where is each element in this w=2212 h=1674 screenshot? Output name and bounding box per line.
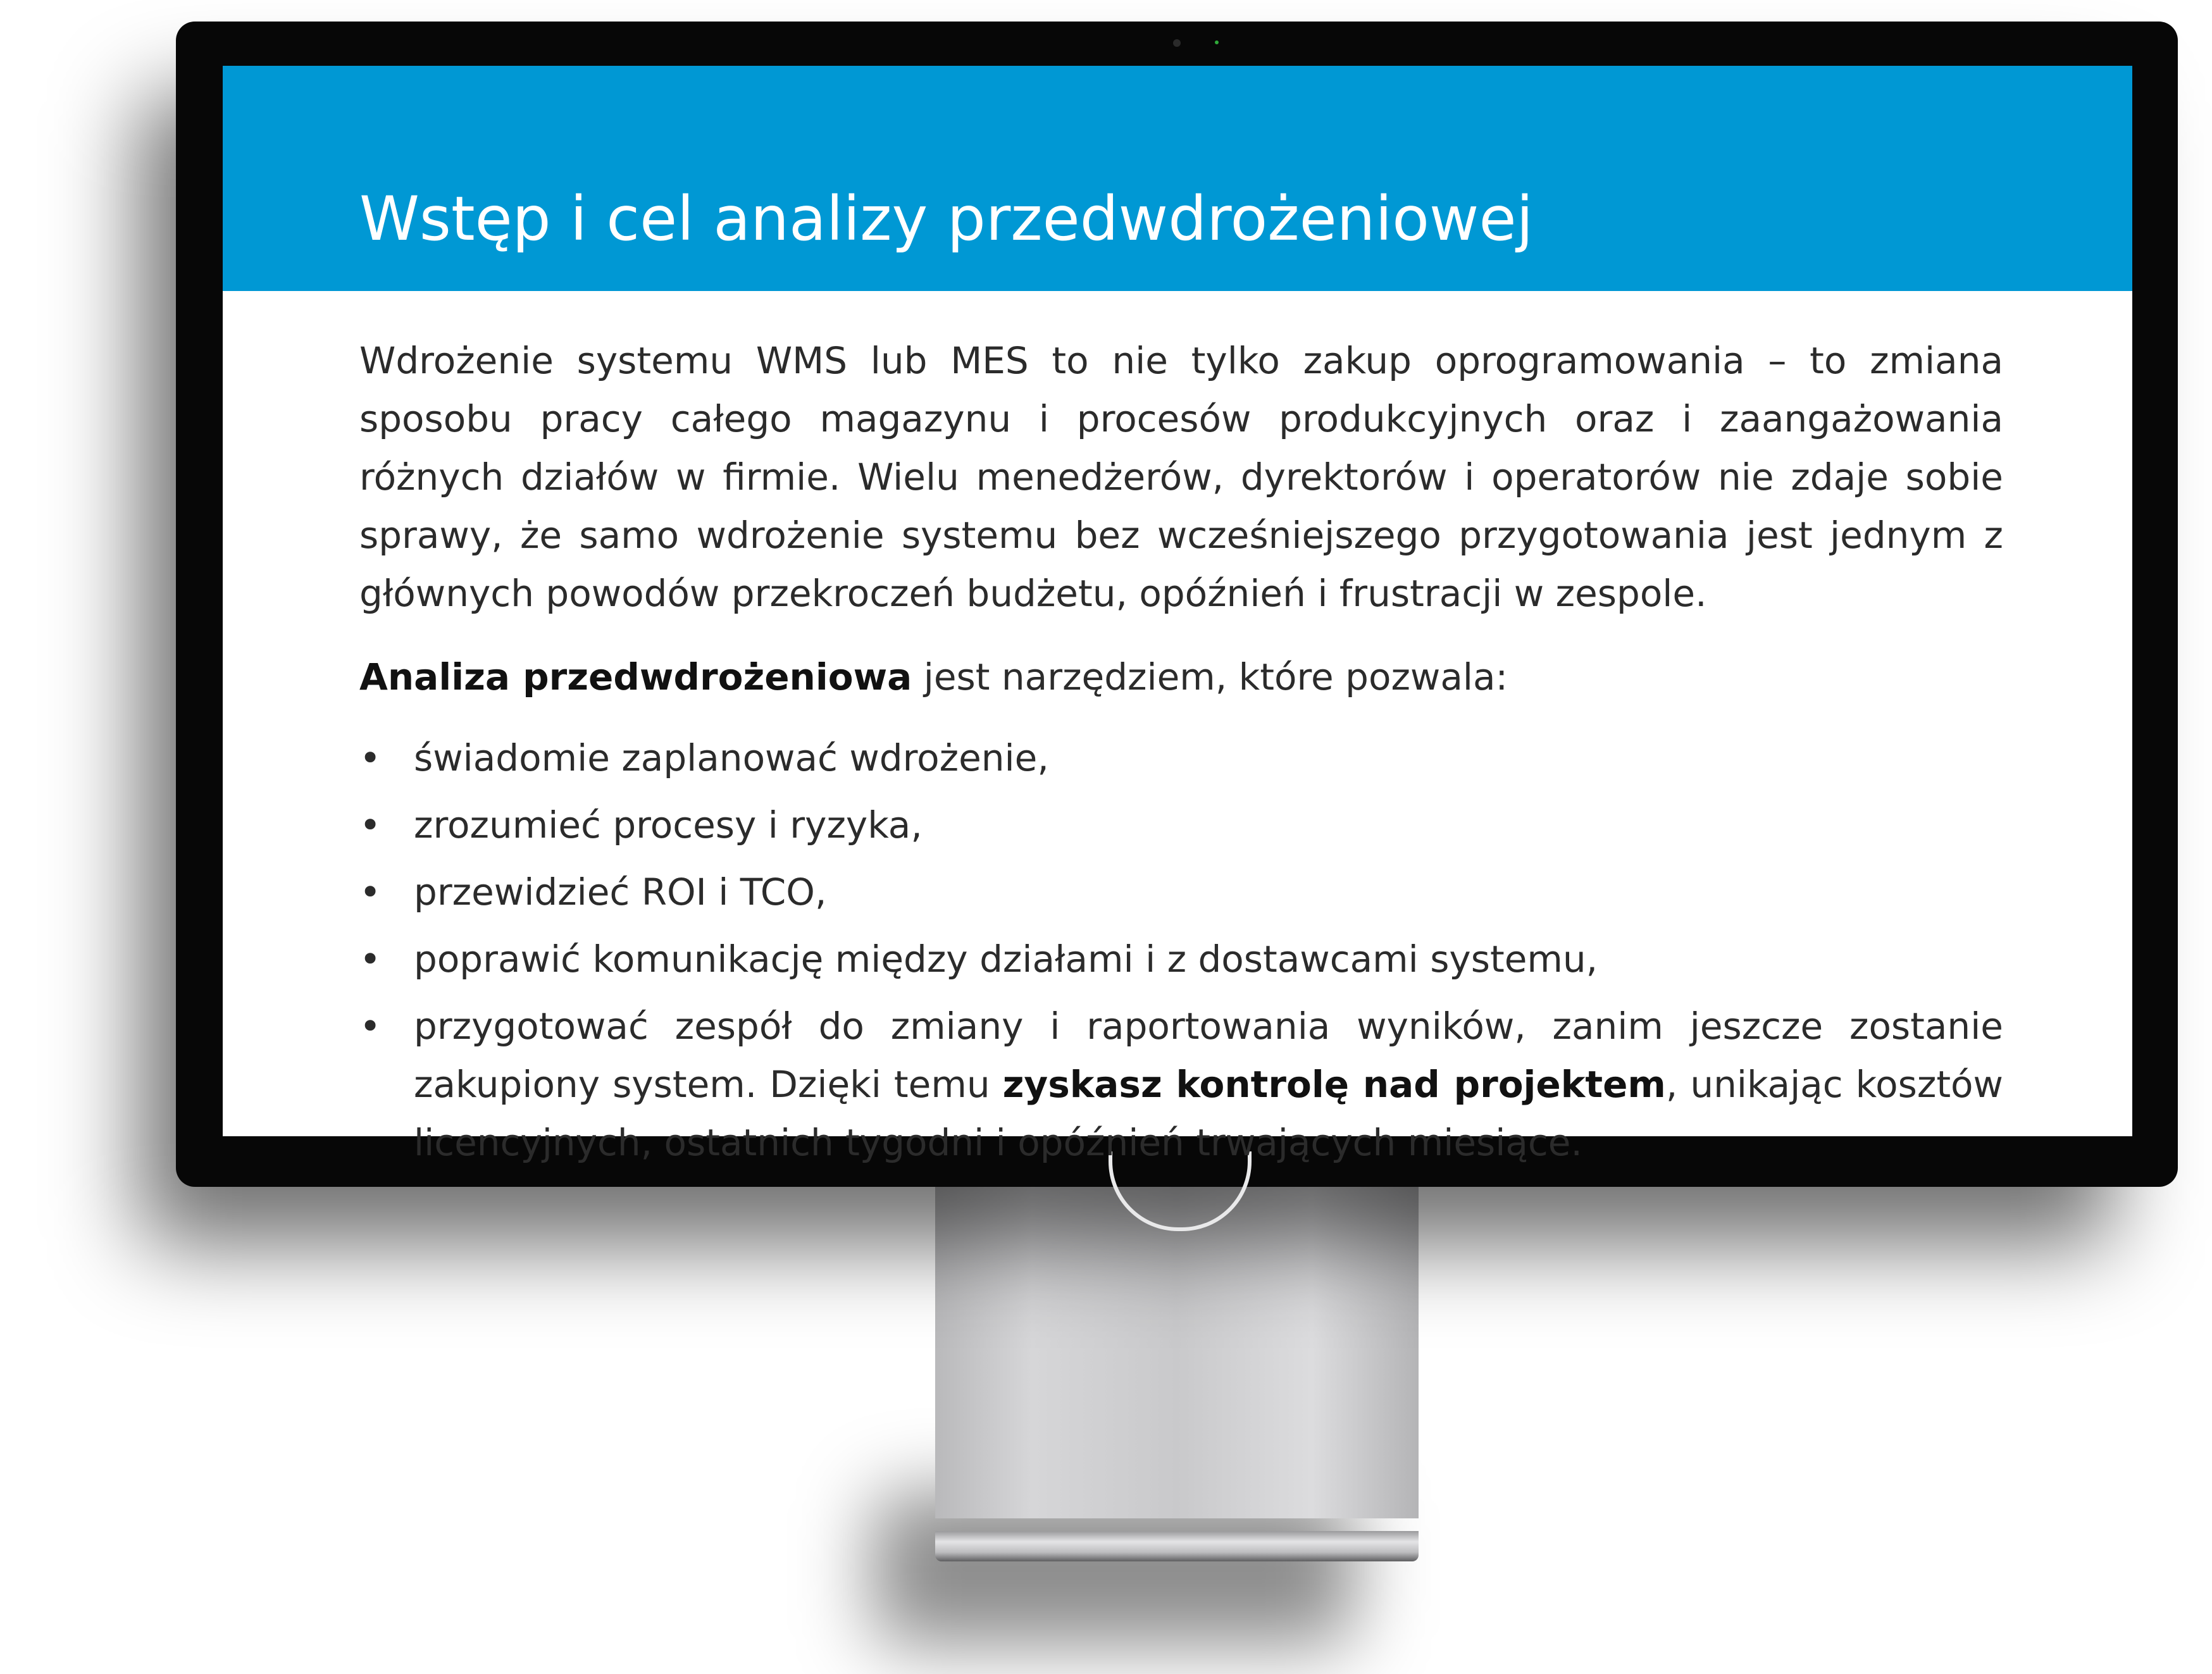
list-item [359, 796, 2003, 854]
list-item-text: poprawić komunikację między działami i z dostawcami systemu, [414, 938, 1598, 981]
list-item-text: przygotować zespół do zmiany i raportowania wyników, zanim jeszcze zostanie zakupiony system. Dzięki temu [414, 1005, 2003, 1106]
document-content [359, 332, 2003, 1181]
bullet-icon: • [359, 938, 382, 981]
list-item-text: przewidzieć ROI i TCO, [414, 871, 827, 914]
lead-paragraph [359, 648, 2003, 706]
benefits-list [359, 729, 2003, 1172]
bullet-icon: • [359, 871, 382, 914]
monitor-screen [223, 66, 2132, 1164]
bullet-icon: • [359, 1005, 382, 1048]
intro-paragraph: Wdrożenie systemu WMS lub MES to nie tylko zakup oprogramowania – to zmiana sposobu pracy całego magazynu i procesów produkcyjnych oraz i zaangażowania różnych działów w firmie. Wielu menedżerów, dyrektorów i operatorów nie zdaje sobie sprawy, że samo wdrożenie systemu bez wcześniejszego przygotowania jest jednym z głównych powodów przekroczeń budżetu, opóźnień i frustracji w zespole. [359, 339, 2003, 615]
page-title: Wstęp i cel analizy przedwdrożeniowej [359, 183, 1534, 254]
monitor-stand-base [935, 1531, 1419, 1561]
header-band [223, 66, 2132, 291]
camera-light-icon [1215, 40, 1219, 44]
lead-bold: Analiza przedwdrożeniowa [359, 655, 912, 698]
list-item [359, 930, 2003, 988]
list-item [359, 729, 2003, 787]
list-item [359, 863, 2003, 921]
list-item-text: zrozumieć procesy i ryzyka, [414, 803, 923, 846]
bullet-icon: • [359, 803, 382, 846]
list-item [359, 997, 2003, 1172]
list-item-text-end: , unikając kosztów licencyjnych, ostatnich tygodni i opóźnień trwających miesiące. [414, 1063, 2003, 1164]
bullet-icon: • [359, 736, 382, 779]
list-item-text: świadomie zaplanować wdrożenie, [414, 736, 1049, 779]
list-item-bold: zyskasz kontrolę nad projektem [1002, 1063, 1666, 1106]
camera-icon [1173, 39, 1181, 47]
lead-rest: jest narzędziem, które pozwala: [912, 655, 1508, 698]
